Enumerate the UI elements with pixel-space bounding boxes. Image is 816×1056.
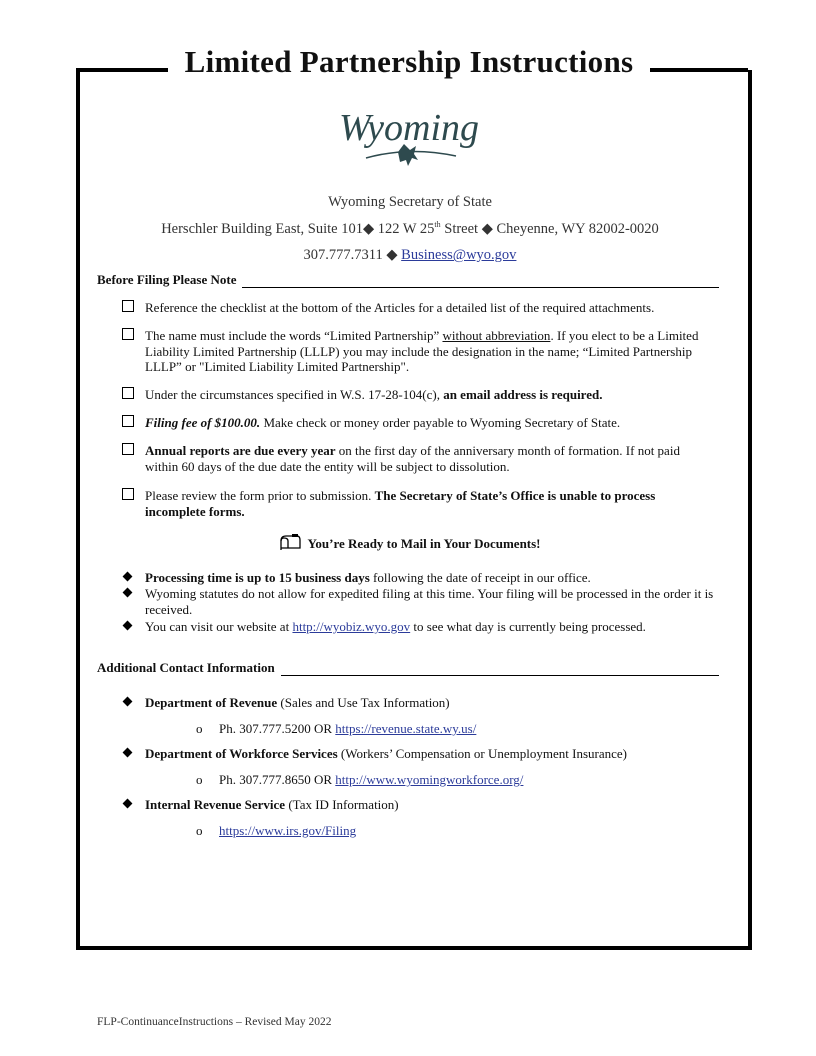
contact-revenue-detail: o Ph. 307.777.5200 OR https://revenue.state.wy.us/	[196, 721, 477, 736]
frame-top-right-rule	[650, 68, 748, 72]
checkbox-icon	[122, 443, 134, 455]
office-name: Wyoming Secretary of State	[328, 194, 492, 210]
checklist-item-4: Filing fee of $100.00. Make check or money order payable to Wyoming Secretary of State.	[122, 415, 722, 431]
logo-wordmark: Wyoming	[338, 107, 480, 149]
frame-top-left-rule	[76, 68, 168, 72]
mailbox-icon	[279, 534, 301, 551]
checkbox-icon	[122, 328, 134, 340]
diamond-icon: ◆	[386, 247, 398, 263]
checkbox-icon	[122, 387, 134, 399]
diamond-bullet-icon	[123, 621, 133, 631]
checkbox-icon	[122, 488, 134, 500]
wyoming-logo	[336, 96, 482, 170]
contact-irs: Internal Revenue Service (Tax ID Information)	[122, 797, 722, 813]
office-address: Herschler Building East, Suite 101◆ 122 W 25th Street ◆ Cheyenne, WY 82002-0020	[161, 220, 659, 237]
office-contact: 307.777.7311 ◆ Business@wyo.gov	[303, 247, 517, 263]
contact-irs-detail: o https://www.irs.gov/Filing	[196, 823, 357, 838]
checklist-item-3: Under the circumstances specified in W.S. 17-28-104(c), an email address is required.	[122, 387, 722, 403]
diamond-bullet-icon	[123, 588, 133, 598]
checklist-item-5: Annual reports are due every year on the first day of the anniversary month of formation. If not paid within 60 days of the due date the entity will be subject to dissolution.	[122, 443, 722, 474]
diamond-icon: ◆	[481, 220, 493, 237]
diamond-icon: ◆	[362, 220, 375, 237]
contacts-heading: Additional Contact Information	[97, 660, 719, 676]
checklist-item-2: The name must include the words “Limited Partnership” without abbreviation. If you elect to be a Limited Liability Limited Partnership (LLLP) you may include the designation in the name; “Limited Partnership LLLP” or "Limited Liability Limited Partnership".	[122, 328, 722, 375]
footer-revision: FLP-ContinuanceInstructions – Revised May 2022	[97, 1016, 332, 1028]
checklist-item-1: Reference the checklist at the bottom of the Articles for a detailed list of the required attachments.	[122, 300, 722, 316]
checkbox-icon	[122, 300, 134, 312]
page-title: Limited Partnership Instructions	[184, 44, 634, 79]
before-filing-heading: Before Filing Please Note	[97, 272, 719, 288]
checkbox-icon	[122, 415, 134, 427]
ready-to-mail: You’re Ready to Mail in Your Documents!	[80, 534, 740, 552]
mail-note-3: You can visit our website at http://wyobiz.wyo.gov to see what day is currently being processed.	[122, 619, 722, 635]
revenue-link[interactable]: https://revenue.state.wy.us/	[335, 721, 477, 736]
irs-link[interactable]: https://www.irs.gov/Filing	[219, 823, 357, 838]
wyobiz-link[interactable]: http://wyobiz.wyo.gov	[292, 619, 411, 634]
diamond-bullet-icon	[123, 697, 133, 707]
checklist-item-6: Please review the form prior to submission. The Secretary of State’s Office is unable to process incomplete forms.	[122, 488, 722, 519]
diamond-bullet-icon	[123, 799, 133, 809]
email-link[interactable]: Business@wyo.gov	[401, 247, 517, 263]
contact-workforce: Department of Workforce Services (Workers’ Compensation or Unemployment Insurance)	[122, 746, 722, 762]
contact-workforce-detail: o Ph. 307.777.8650 OR http://www.wyomingworkforce.org/	[196, 772, 524, 787]
diamond-bullet-icon	[123, 748, 133, 758]
mail-note-2: Wyoming statutes do not allow for expedited filing at this time. Your filing will be processed in the order it is received.	[122, 586, 722, 617]
mail-note-1: Processing time is up to 15 business days following the date of receipt in our office.	[122, 570, 722, 586]
contact-revenue: Department of Revenue (Sales and Use Tax Information)	[122, 695, 722, 711]
diamond-bullet-icon	[123, 572, 133, 582]
workforce-link[interactable]: http://www.wyomingworkforce.org/	[335, 772, 524, 787]
